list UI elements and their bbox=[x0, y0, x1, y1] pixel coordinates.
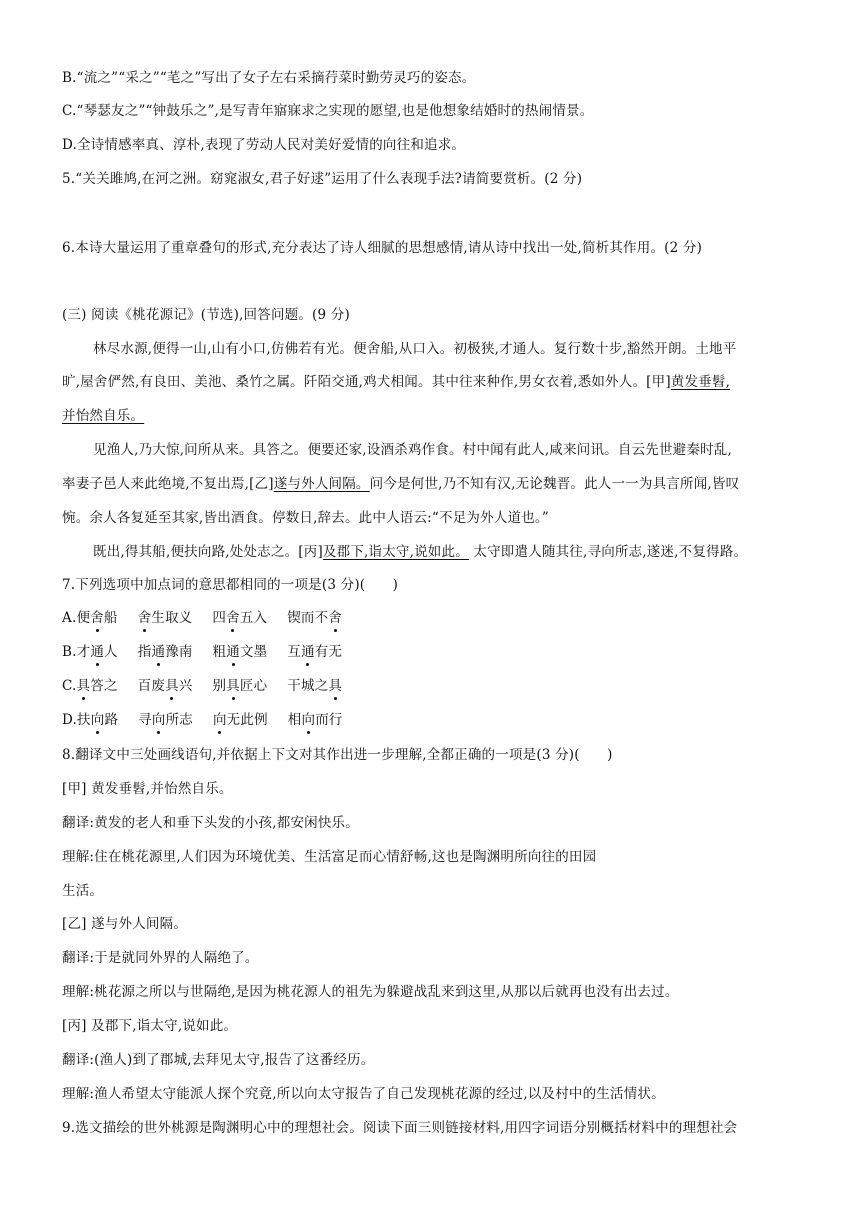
option-word: 互通有无 bbox=[287, 644, 343, 660]
q8-jia-understanding: 理解:住在桃花源里,人们因为环境优美、生活富足而心情舒畅,这也是陶渊明所向往的田园 bbox=[62, 849, 597, 865]
q8-bing-sentence: [丙] 及郡下,诣太守,说如此。 bbox=[62, 1018, 238, 1034]
option-word: 干城之具 bbox=[287, 678, 343, 694]
passage-paragraph-2-line-3: 惋。余人各复延至其家,皆出酒食。停数日,辞去。此中人语云:“不足为外人道也。” bbox=[62, 510, 549, 526]
option-word: 别具匠心 bbox=[212, 678, 268, 694]
question-8: 8.翻译文中三处画线语句,并依据上下文对其作出进一步理解,全都正确的一项是(3 分)( ) bbox=[62, 747, 613, 763]
passage-text: 太守即遣人随其往,寻向所志,遂迷,不复得路。 bbox=[468, 544, 748, 560]
passage-text: 问今是何世,乃不知有汉,无论魏晋。此人一一为具言所闻,皆叹 bbox=[369, 476, 740, 492]
option-letter: C. bbox=[62, 678, 77, 694]
option-word: 锲而不舍 bbox=[287, 610, 342, 626]
dotted-character: 向 bbox=[212, 712, 227, 728]
q8-yi-understanding: 理解:桃花源之所以与世隔绝,是因为桃花源人的祖先为躲避战乱来到这里,从那以后就再也没有出去过。 bbox=[62, 984, 679, 1000]
dotted-character: 舍 bbox=[226, 610, 240, 626]
passage-text: 旷,屋舍俨然,有良田、美池、桑竹之属。阡陌交通,鸡犬相闻。其中往来种作,男女衣着,悉如外人。[甲] bbox=[62, 374, 671, 390]
dotted-character: 具 bbox=[165, 678, 179, 694]
option-word: 粗通文墨 bbox=[212, 644, 268, 660]
q8-yi-translation: 翻译:于是就同外界的人隔绝了。 bbox=[62, 950, 259, 966]
q7-option-b bbox=[62, 643, 342, 661]
q8-jia-understanding-cont: 生活。 bbox=[62, 883, 104, 899]
option-word: 向无此例 bbox=[212, 712, 268, 728]
option-letter: D. bbox=[62, 712, 78, 728]
q8-bing-understanding: 理解:渔人希望太守能派人探个究竟,所以向太守报告了自己发现桃花源的经过,以及村中的生活情状。 bbox=[62, 1086, 665, 1102]
underlined-sentence-jia-cont: 并怡然自乐。 bbox=[62, 408, 145, 424]
passage-paragraph-3 bbox=[93, 543, 747, 561]
q8-bing-translation: 翻译:(渔人)到了郡城,去拜见太守,报告了这番经历。 bbox=[62, 1052, 375, 1068]
passage-paragraph-1-line-1: 林尽水源,便得一山,山有小口,仿佛若有光。便舍船,从口入。初极狭,才通人。复行数十步,豁然开朗。土地平 bbox=[93, 341, 737, 357]
passage-paragraph-1-line-3 bbox=[62, 407, 144, 425]
passage-paragraph-1-line-2 bbox=[62, 373, 730, 391]
dotted-character: 通 bbox=[301, 644, 315, 660]
passage-text: 既出,得其船,便扶向路,处处志之。[丙] bbox=[93, 544, 323, 560]
option-letter: A. bbox=[62, 610, 77, 626]
underlined-sentence-jia: 黄发垂髫, bbox=[670, 374, 731, 390]
q8-yi-sentence: [乙] 遂与外人间隔。 bbox=[62, 916, 188, 932]
dotted-character: 舍 bbox=[90, 610, 104, 626]
dotted-character: 通 bbox=[90, 644, 105, 660]
dotted-character: 舍 bbox=[328, 610, 342, 626]
dotted-character: 通 bbox=[151, 644, 166, 660]
dotted-character: 向 bbox=[151, 712, 166, 728]
option-word: 指通豫南 bbox=[137, 644, 193, 660]
question-9: 9.选文描绘的世外桃源是陶渊明心中的理想社会。阅读下面三则链接材料,用四字词语分别概括材料中的理想社会 bbox=[62, 1120, 738, 1136]
option-word: 便舍船 bbox=[76, 610, 118, 626]
section-3-heading: (三) 阅读《桃花源记》(节选),回答问题。(9 分) bbox=[62, 307, 350, 323]
underlined-sentence-yi: 遂与外人间隔。 bbox=[273, 476, 370, 492]
dotted-character: 向 bbox=[90, 712, 105, 728]
dotted-character: 向 bbox=[301, 712, 316, 728]
option-word: 舍生取义 bbox=[137, 610, 193, 626]
option-word: 相向而行 bbox=[287, 712, 343, 728]
option-word: 扶向路 bbox=[77, 712, 119, 728]
dotted-character: 舍 bbox=[137, 610, 152, 626]
option-word: 才通人 bbox=[76, 644, 118, 660]
dotted-character: 具 bbox=[328, 678, 343, 694]
option-word: 四舍五入 bbox=[212, 610, 268, 626]
q4-option-c: C.“琴瑟友之”“钟鼓乐之”,是写青年寤寐求之实现的愿望,也是他想象结婚时的热闹情景。 bbox=[62, 103, 594, 119]
q7-option-c bbox=[62, 677, 342, 695]
q7-option-d bbox=[62, 711, 343, 729]
question-5: 5.“关关雎鸠,在河之洲。窈窕淑女,君子好逑”运用了什么表现手法?请简要赏析。(2 分) bbox=[62, 171, 583, 187]
q4-option-d: D.全诗情感率真、淳朴,表现了劳动人民对美好爱情的向往和追求。 bbox=[62, 137, 466, 153]
dotted-character: 通 bbox=[226, 644, 240, 660]
q8-jia-sentence: [甲] 黄发垂髫,并怡然自乐。 bbox=[62, 781, 233, 797]
question-7: 7.下列选项中加点词的意思都相同的一项是(3 分)( ) bbox=[62, 577, 399, 593]
q4-option-b: B.“流之”“采之”“芼之”写出了女子左右采摘荇菜时勤劳灵巧的姿态。 bbox=[62, 70, 476, 86]
option-word: 寻向所志 bbox=[138, 712, 193, 728]
q8-jia-translation: 翻译:黄发的老人和垂下头发的小孩,都安闲快乐。 bbox=[62, 815, 359, 831]
option-word: 百废具兴 bbox=[137, 678, 193, 694]
dotted-character: 具 bbox=[76, 678, 91, 694]
option-word: 具答之 bbox=[76, 678, 118, 694]
underlined-sentence-bing: 及郡下,诣太守,说如此。 bbox=[322, 544, 469, 560]
passage-paragraph-2-line-2 bbox=[62, 475, 739, 493]
dotted-character: 具 bbox=[226, 678, 240, 694]
passage-paragraph-2-line-1: 见渔人,乃大惊,问所从来。具答之。便要还家,设酒杀鸡作食。村中闻有此人,咸来问讯。自云先世避秦时乱, bbox=[93, 442, 732, 458]
question-6: 6.本诗大量运用了重章叠句的形式,充分表达了诗人细腻的思想感情,请从诗中找出一处,简析其作用。(2 分) bbox=[62, 240, 703, 256]
passage-text: 率妻子邑人来此绝境,不复出焉,[乙] bbox=[62, 476, 274, 492]
q7-option-a bbox=[62, 609, 342, 627]
option-letter: B. bbox=[62, 644, 77, 660]
